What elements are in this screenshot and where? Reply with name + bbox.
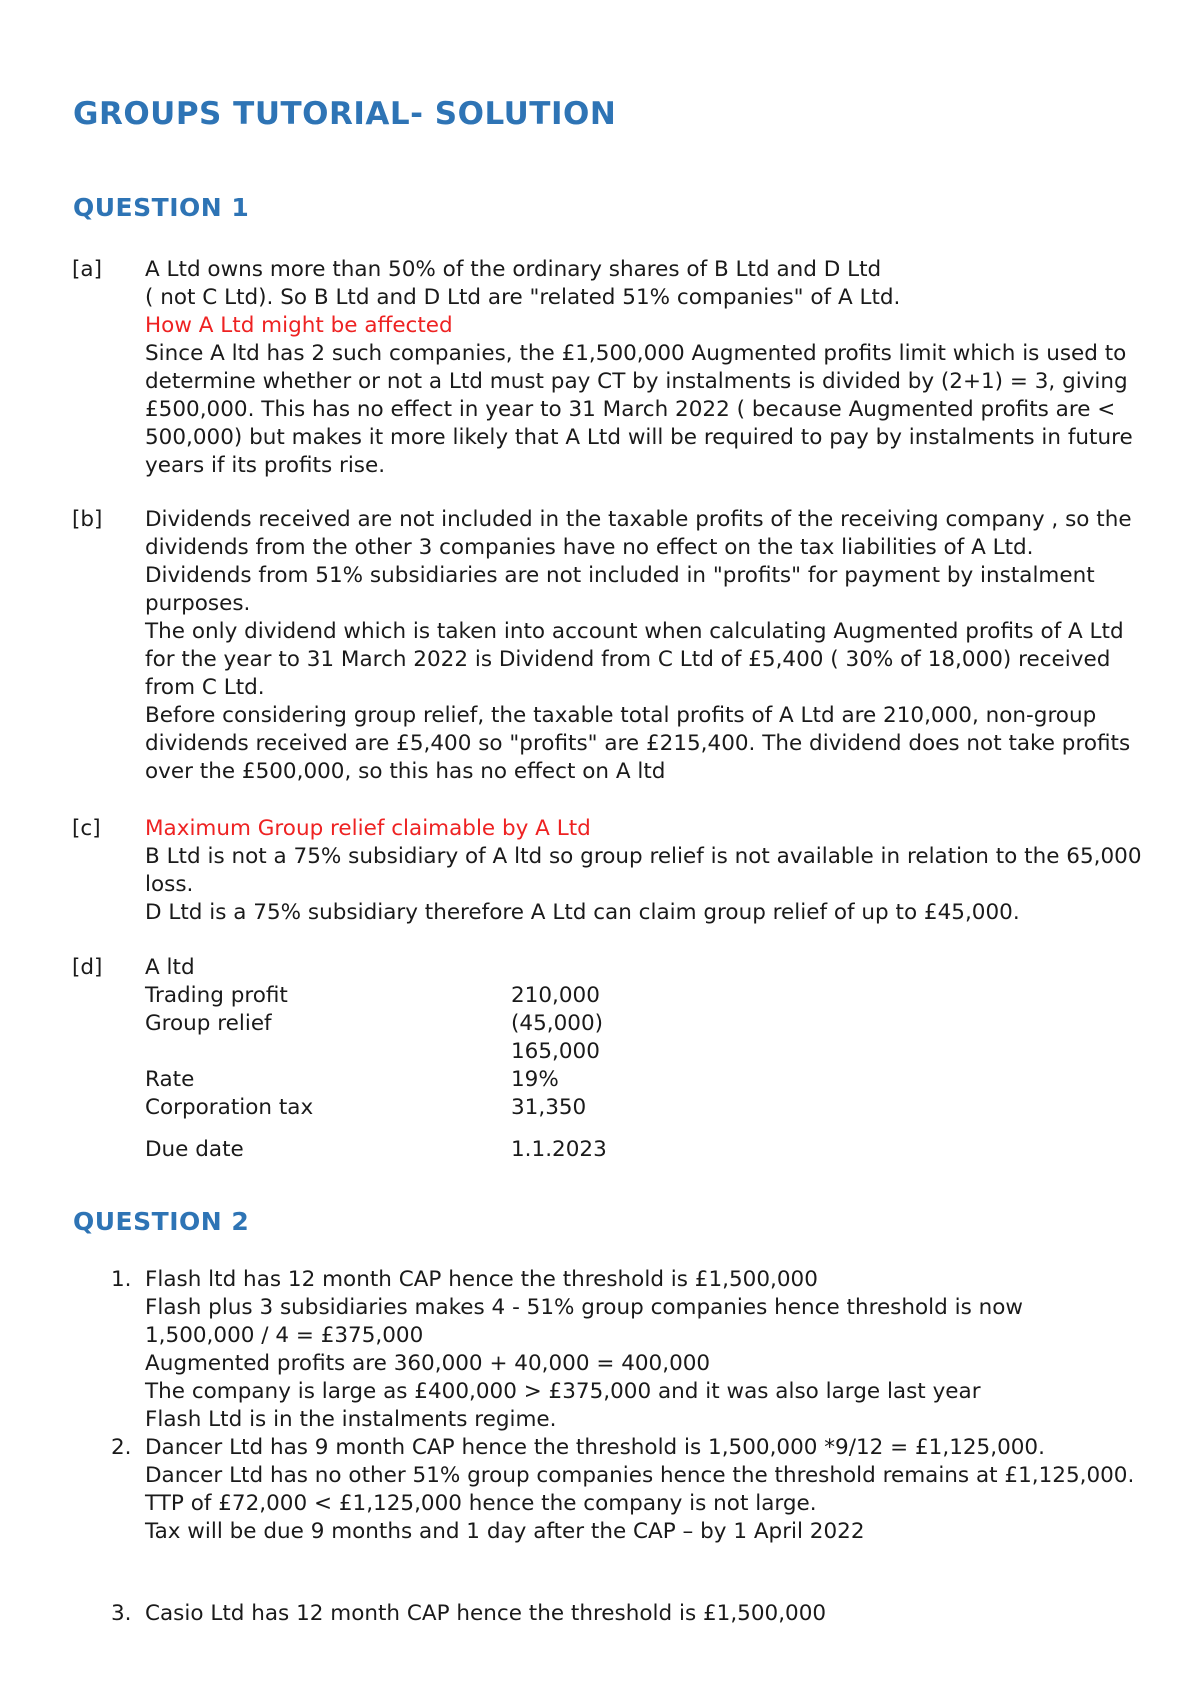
text-line: The only dividend which is taken into account when calculating Augmented profits of A Ltd (145, 619, 1124, 644)
text-line: Dividends received are not included in the taxable profits of the receiving company , so the (145, 507, 1132, 532)
text-line: Dancer Ltd has no other 51% group companies hence the threshold remains at £1,125,000. (145, 1463, 1135, 1488)
question-2-list (105, 1266, 1185, 1628)
row-value: (45,000) (511, 1011, 604, 1036)
computation-row (145, 982, 1132, 1010)
row-label: Trading profit (145, 983, 288, 1008)
text-line: dividends from the other 3 companies have no effect on the tax liabilities of A Ltd. (145, 535, 1034, 560)
part-d-tag: [d] (72, 955, 103, 980)
due-date-row (145, 1136, 1132, 1164)
q1-part-c (72, 815, 1142, 927)
text-line: from C Ltd. (145, 675, 265, 700)
part-c-tag: [c] (72, 816, 101, 841)
text-line: for the year to 31 March 2022 is Dividend from C Ltd of £5,400 ( 30% of 18,000) received (145, 647, 1111, 672)
text-line: £500,000. This has no effect in year to 31 March 2022 ( because Augmented profits are < (145, 397, 1116, 422)
text-line: ( not C Ltd). So B Ltd and D Ltd are "related 51% companies" of A Ltd. (145, 285, 901, 310)
text-line: Dividends from 51% subsidiaries are not included in "profits" for payment by instalment (145, 563, 1095, 588)
text-line: Since A ltd has 2 such companies, the £1,500,000 Augmented profits limit which is used to (145, 341, 1127, 366)
text-line: Before considering group relief, the taxable total profits of A Ltd are 210,000, non-group (145, 703, 1097, 728)
list-item (105, 1434, 1185, 1546)
row-label: Group relief (145, 1011, 272, 1036)
computation-row (145, 1094, 1132, 1122)
text-line: dividends received are £5,400 so "profits" are £215,400. The dividend does not take profits (145, 731, 1131, 756)
computation-row (145, 1038, 1132, 1066)
row-value: 31,350 (511, 1095, 587, 1120)
text-line: Dancer Ltd has 9 month CAP hence the threshold is 1,500,000 *9/12 = £1,125,000. (145, 1435, 1045, 1460)
question-2-heading: QUESTION 2 (73, 1207, 250, 1236)
row-value: 165,000 (511, 1039, 600, 1064)
text-line: Flash ltd has 12 month CAP hence the threshold is £1,500,000 (145, 1267, 818, 1292)
computation-row (145, 1010, 1132, 1038)
text-line: Flash plus 3 subsidiaries makes 4 - 51% group companies hence threshold is now (145, 1295, 1023, 1320)
row-label: Corporation tax (145, 1095, 314, 1120)
text-line: determine whether or not a Ltd must pay CT by instalments is divided by (2+1) = 3, giving (145, 369, 1128, 394)
list-item (105, 1266, 1185, 1434)
item-number: 2. (111, 1435, 132, 1460)
part-c-subheading: Maximum Group relief claimable by A Ltd (145, 816, 591, 841)
text-line: years if its profits rise. (145, 453, 386, 478)
text-line: Tax will be due 9 months and 1 day after the CAP – by 1 April 2022 (145, 1519, 865, 1544)
text-line: B Ltd is not a 75% subsidiary of A ltd so group relief is not available in relation to the 65,000 (145, 844, 1142, 869)
question-1-heading: QUESTION 1 (73, 193, 250, 222)
page-title: GROUPS TUTORIAL- SOLUTION (73, 96, 617, 132)
text-line: Casio Ltd has 12 month CAP hence the threshold is £1,500,000 (145, 1601, 827, 1626)
row-label: Rate (145, 1067, 195, 1092)
company-name: A ltd (145, 955, 195, 980)
due-date-value: 1.1.2023 (511, 1137, 607, 1162)
part-b-tag: [b] (72, 507, 103, 532)
part-a-subheading: How A Ltd might be affected (145, 313, 453, 338)
text-line: Augmented profits are 360,000 + 40,000 = 400,000 (145, 1351, 711, 1376)
part-a-tag: [a] (72, 257, 102, 282)
text-line: Flash Ltd is in the instalments regime. (145, 1407, 557, 1432)
text-line: purposes. (145, 591, 251, 616)
list-item (105, 1600, 1185, 1628)
text-line: over the £500,000, so this has no effect on A ltd (145, 759, 666, 784)
item-number: 3. (111, 1601, 132, 1626)
item-number: 1. (111, 1267, 132, 1292)
row-value: 19% (511, 1067, 559, 1092)
text-line: A Ltd owns more than 50% of the ordinary shares of B Ltd and D Ltd (145, 257, 882, 282)
text-line: The company is large as £400,000 > £375,000 and it was also large last year (145, 1379, 981, 1404)
text-line: loss. (145, 872, 194, 897)
due-date-label: Due date (145, 1137, 244, 1162)
q1-part-d (72, 954, 1132, 1164)
text-line: 1,500,000 / 4 = £375,000 (145, 1323, 424, 1348)
text-line: 500,000) but makes it more likely that A Ltd will be required to pay by instalments in future (145, 425, 1133, 450)
q1-part-b (72, 506, 1132, 786)
row-value: 210,000 (511, 983, 600, 1008)
text-line: D Ltd is a 75% subsidiary therefore A Ltd can claim group relief of up to £45,000. (145, 900, 1020, 925)
q1-part-a (72, 256, 1132, 480)
computation-row (145, 1066, 1132, 1094)
tax-computation (145, 954, 1132, 1164)
spacer (145, 1122, 1132, 1136)
text-line: TTP of £72,000 < £1,125,000 hence the company is not large. (145, 1491, 817, 1516)
